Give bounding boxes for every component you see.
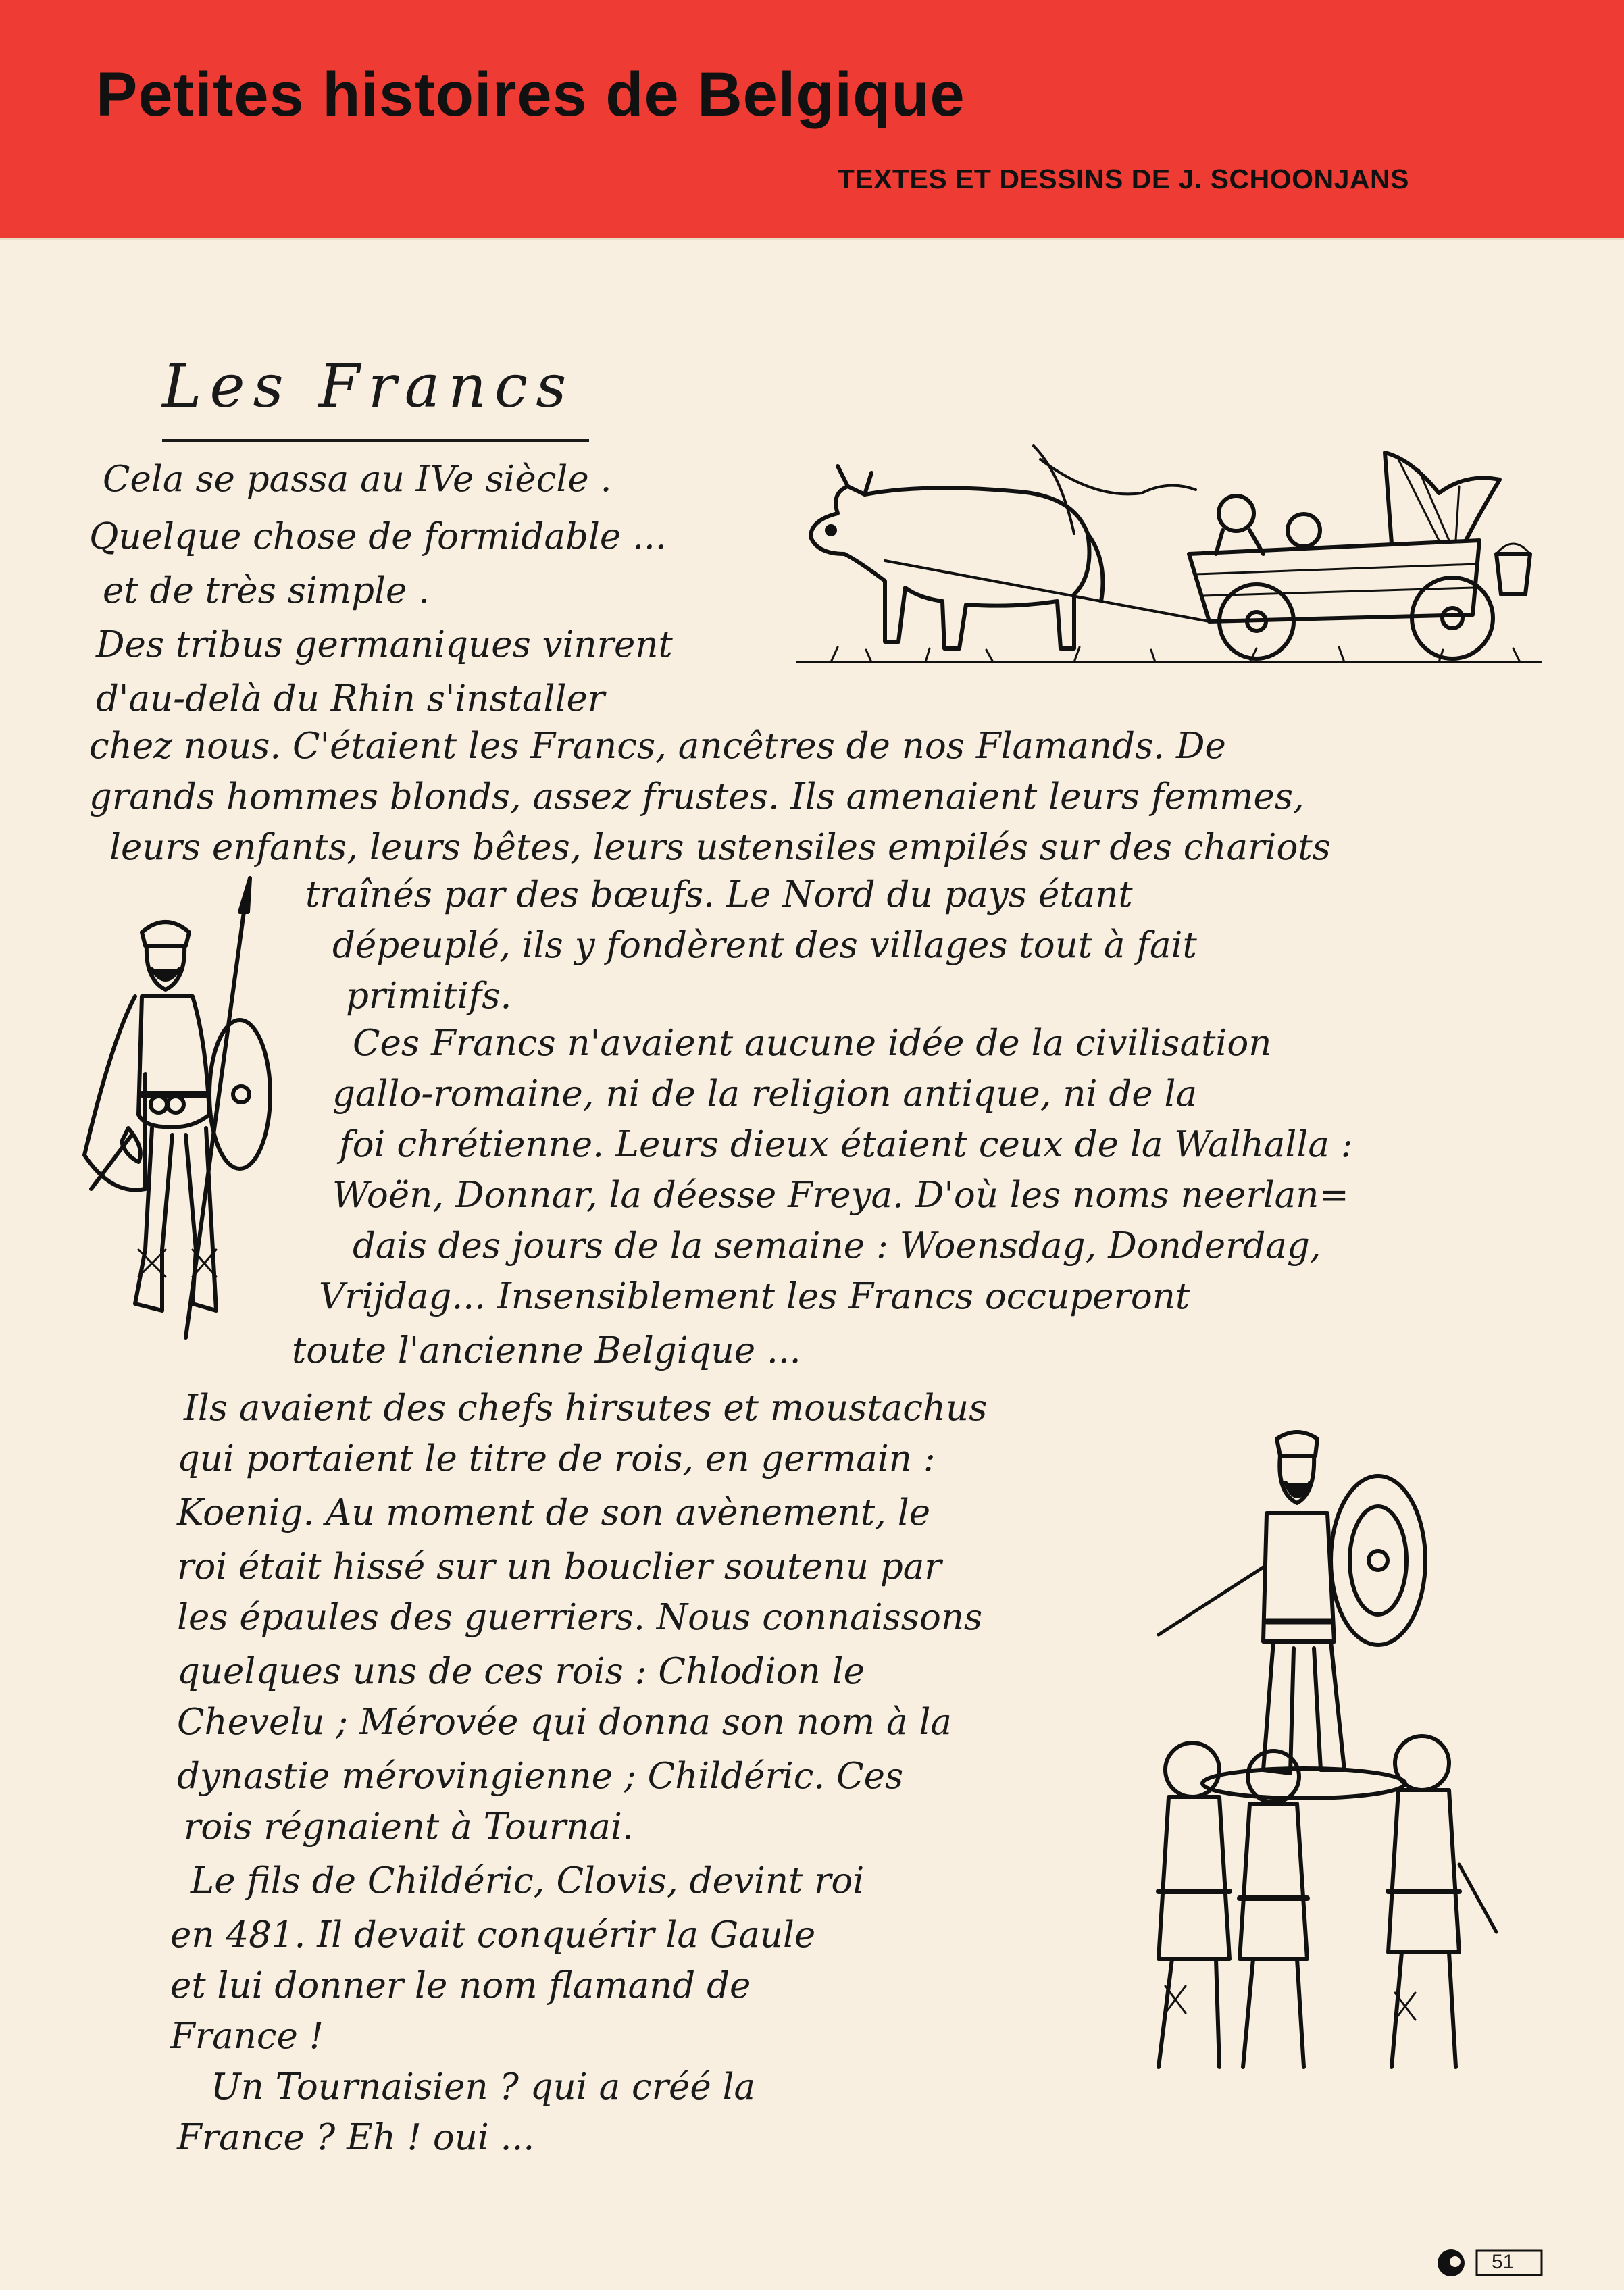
text-line: d'au-delà du Rhin s'installer [96,678,605,719]
text-line: Vrijdag... Insensiblement les Francs occuperont [319,1276,1190,1317]
text-line: qui portaient le titre de rois, en germain : [177,1438,936,1479]
ox-cart-icon [790,419,1554,676]
text-line: Chevelu ; Mérovée qui donna son nom à la [177,1702,953,1743]
text-line: dais des jours de la semaine : Woensdag, Donderdag, [353,1225,1321,1267]
page-title: Petites histoires de Belgique [96,60,965,129]
text-line: Un Tournaisien ? qui a créé la [211,2066,756,2108]
text-line: Des tribus germaniques vinrent [96,624,673,665]
text-line: en 481. Il devait conquérir la Gaule [170,1914,816,1956]
text-line: gallo-romaine, ni de la religion antique, ni de la [332,1073,1198,1115]
text-line: traînés par des bœufs. Le Nord du pays étant [305,874,1133,915]
text-line: les épaules des guerriers. Nous connaissons [177,1597,983,1638]
text-line: Koenig. Au moment de son avènement, le [177,1492,931,1533]
text-line: primitifs. [346,975,512,1017]
article-heading: Les Francs [162,351,575,421]
text-line: grands hommes blonds, assez frustes. Ils amenaient leurs femmes, [89,776,1304,817]
banner-edge [0,238,1624,240]
text-line: et de très simple . [103,570,430,611]
king-raised-on-shield-icon [1118,1419,1510,2081]
frankish-warrior-icon [71,871,294,1358]
text-line: foi chrétienne. Leurs dieux étaient ceux de la Walhalla : [339,1124,1353,1165]
text-line: Woën, Donnar, la déesse Freya. D'où les noms neerlan= [332,1175,1349,1216]
text-line: Ces Francs n'avaient aucune idée de la civilisation [353,1023,1272,1064]
page-number-badge [1436,2248,1544,2278]
text-line: France ! [170,2016,324,2057]
text-line: et lui donner le nom flamand de [170,1965,751,2006]
header-banner [0,0,1624,238]
text-line: dynastie mérovingienne ; Childéric. Ces [177,1756,904,1797]
text-line: Quelque chose de formidable ... [89,516,667,557]
text-line: quelques uns de ces rois : Chlodion le [177,1651,865,1692]
text-line: toute l'ancienne Belgique ... [292,1330,801,1371]
page-number: 51 [1492,2251,1515,2273]
author-credit: TEXTES ET DESSINS DE J. SCHOONJANS [837,163,1409,195]
text-line: dépeuplé, ils y fondèrent des villages tout à fait [332,925,1197,966]
text-line: France ? Eh ! oui ... [177,2117,535,2158]
text-line: Cela se passa au IVe siècle . [103,459,612,500]
text-line: Le fils de Childéric, Clovis, devint roi [191,1860,865,1902]
text-line: roi était hissé sur un bouclier soutenu par [177,1546,942,1587]
text-line: Ils avaient des chefs hirsutes et moustachus [184,1388,988,1429]
heading-underline [162,439,589,442]
text-line: rois régnaient à Tournai. [184,1806,634,1848]
text-line: leurs enfants, leurs bêtes, leurs ustensiles empilés sur des chariots [109,827,1331,868]
text-line: chez nous. C'étaient les Francs, ancêtres de nos Flamands. De [89,726,1226,767]
